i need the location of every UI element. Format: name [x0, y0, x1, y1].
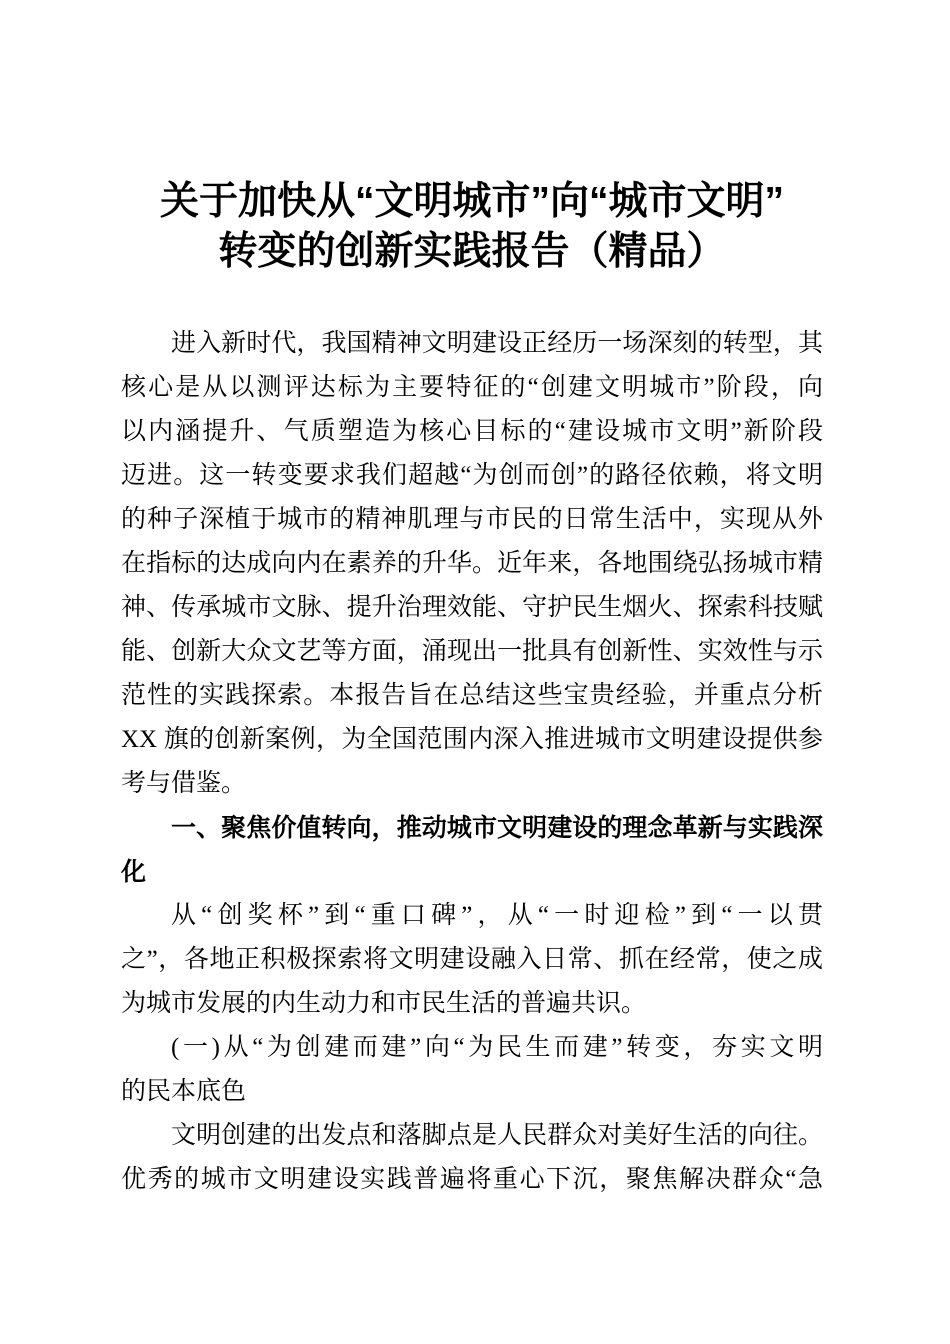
subsection-1-heading-line: 的民本底色 [121, 1078, 247, 1105]
section-1-paragraph-line: 之”，各地正积极探索将文明建设融入日常、抓在经常，使之成 [121, 946, 823, 973]
intro-paragraph-line: 神、传承城市文脉、提升治理效能、守护民生烟火、探索科技赋 [121, 594, 823, 621]
subsection-1-heading-line: (一)从“为创建而建”向“为民生而建”转变，夯实文明 [171, 1034, 823, 1061]
intro-paragraph-line: 的种子深植于城市的精神肌理与市民的日常生活中，实现从外 [121, 506, 823, 533]
section-1-heading-line: 一、聚焦价值转向，推动城市文明建设的理念革新与实践深 [171, 814, 823, 842]
intro-paragraph-line: 能、创新大众文艺等方面，涌现出一批具有创新性、实效性与示 [121, 638, 823, 665]
document-title [121, 177, 823, 277]
section-1-paragraph-line: 从“创奖杯”到“重口碑”，从“一时迎检”到“一以贯 [171, 902, 823, 929]
intro-paragraph-line: 范性的实践探索。本报告旨在总结这些宝贵经验，并重点分析 [121, 682, 823, 709]
subsection-1-paragraph-line: 优秀的城市文明建设实践普遍将重心下沉，聚焦解决群众“急 [121, 1166, 823, 1193]
document-title-line-2: 转变的创新实践报告（精品） [218, 230, 726, 273]
intro-paragraph-line: 迈进。这一转变要求我们超越“为创而创”的路径依赖，将文明 [121, 462, 823, 489]
subsection-1-paragraph-line: 文明创建的出发点和落脚点是人民群众对美好生活的向往。 [171, 1122, 823, 1149]
section-1-heading-line: 化 [121, 858, 147, 886]
document-title-line-1: 关于加快从“文明城市”向“城市文明” [159, 180, 784, 223]
document-body [121, 322, 823, 1202]
intro-paragraph-line: 在指标的达成向内在素养的升华。近年来，各地围绕弘扬城市精 [121, 550, 823, 577]
intro-paragraph-line: 进入新时代，我国精神文明建设正经历一场深刻的转型，其 [171, 330, 823, 357]
intro-paragraph-line: 考与借鉴。 [121, 770, 247, 797]
intro-paragraph-line: XX 旗的创新案例，为全国范围内深入推进城市文明建设提供参 [121, 726, 823, 753]
intro-paragraph-line: 以内涵提升、气质塑造为核心目标的“建设城市文明”新阶段 [121, 418, 823, 445]
section-1-paragraph-line: 为城市发展的内生动力和市民生活的普遍共识。 [121, 990, 647, 1017]
intro-paragraph-line: 核心是从以测评达标为主要特征的“创建文明城市”阶段，向 [121, 374, 823, 401]
